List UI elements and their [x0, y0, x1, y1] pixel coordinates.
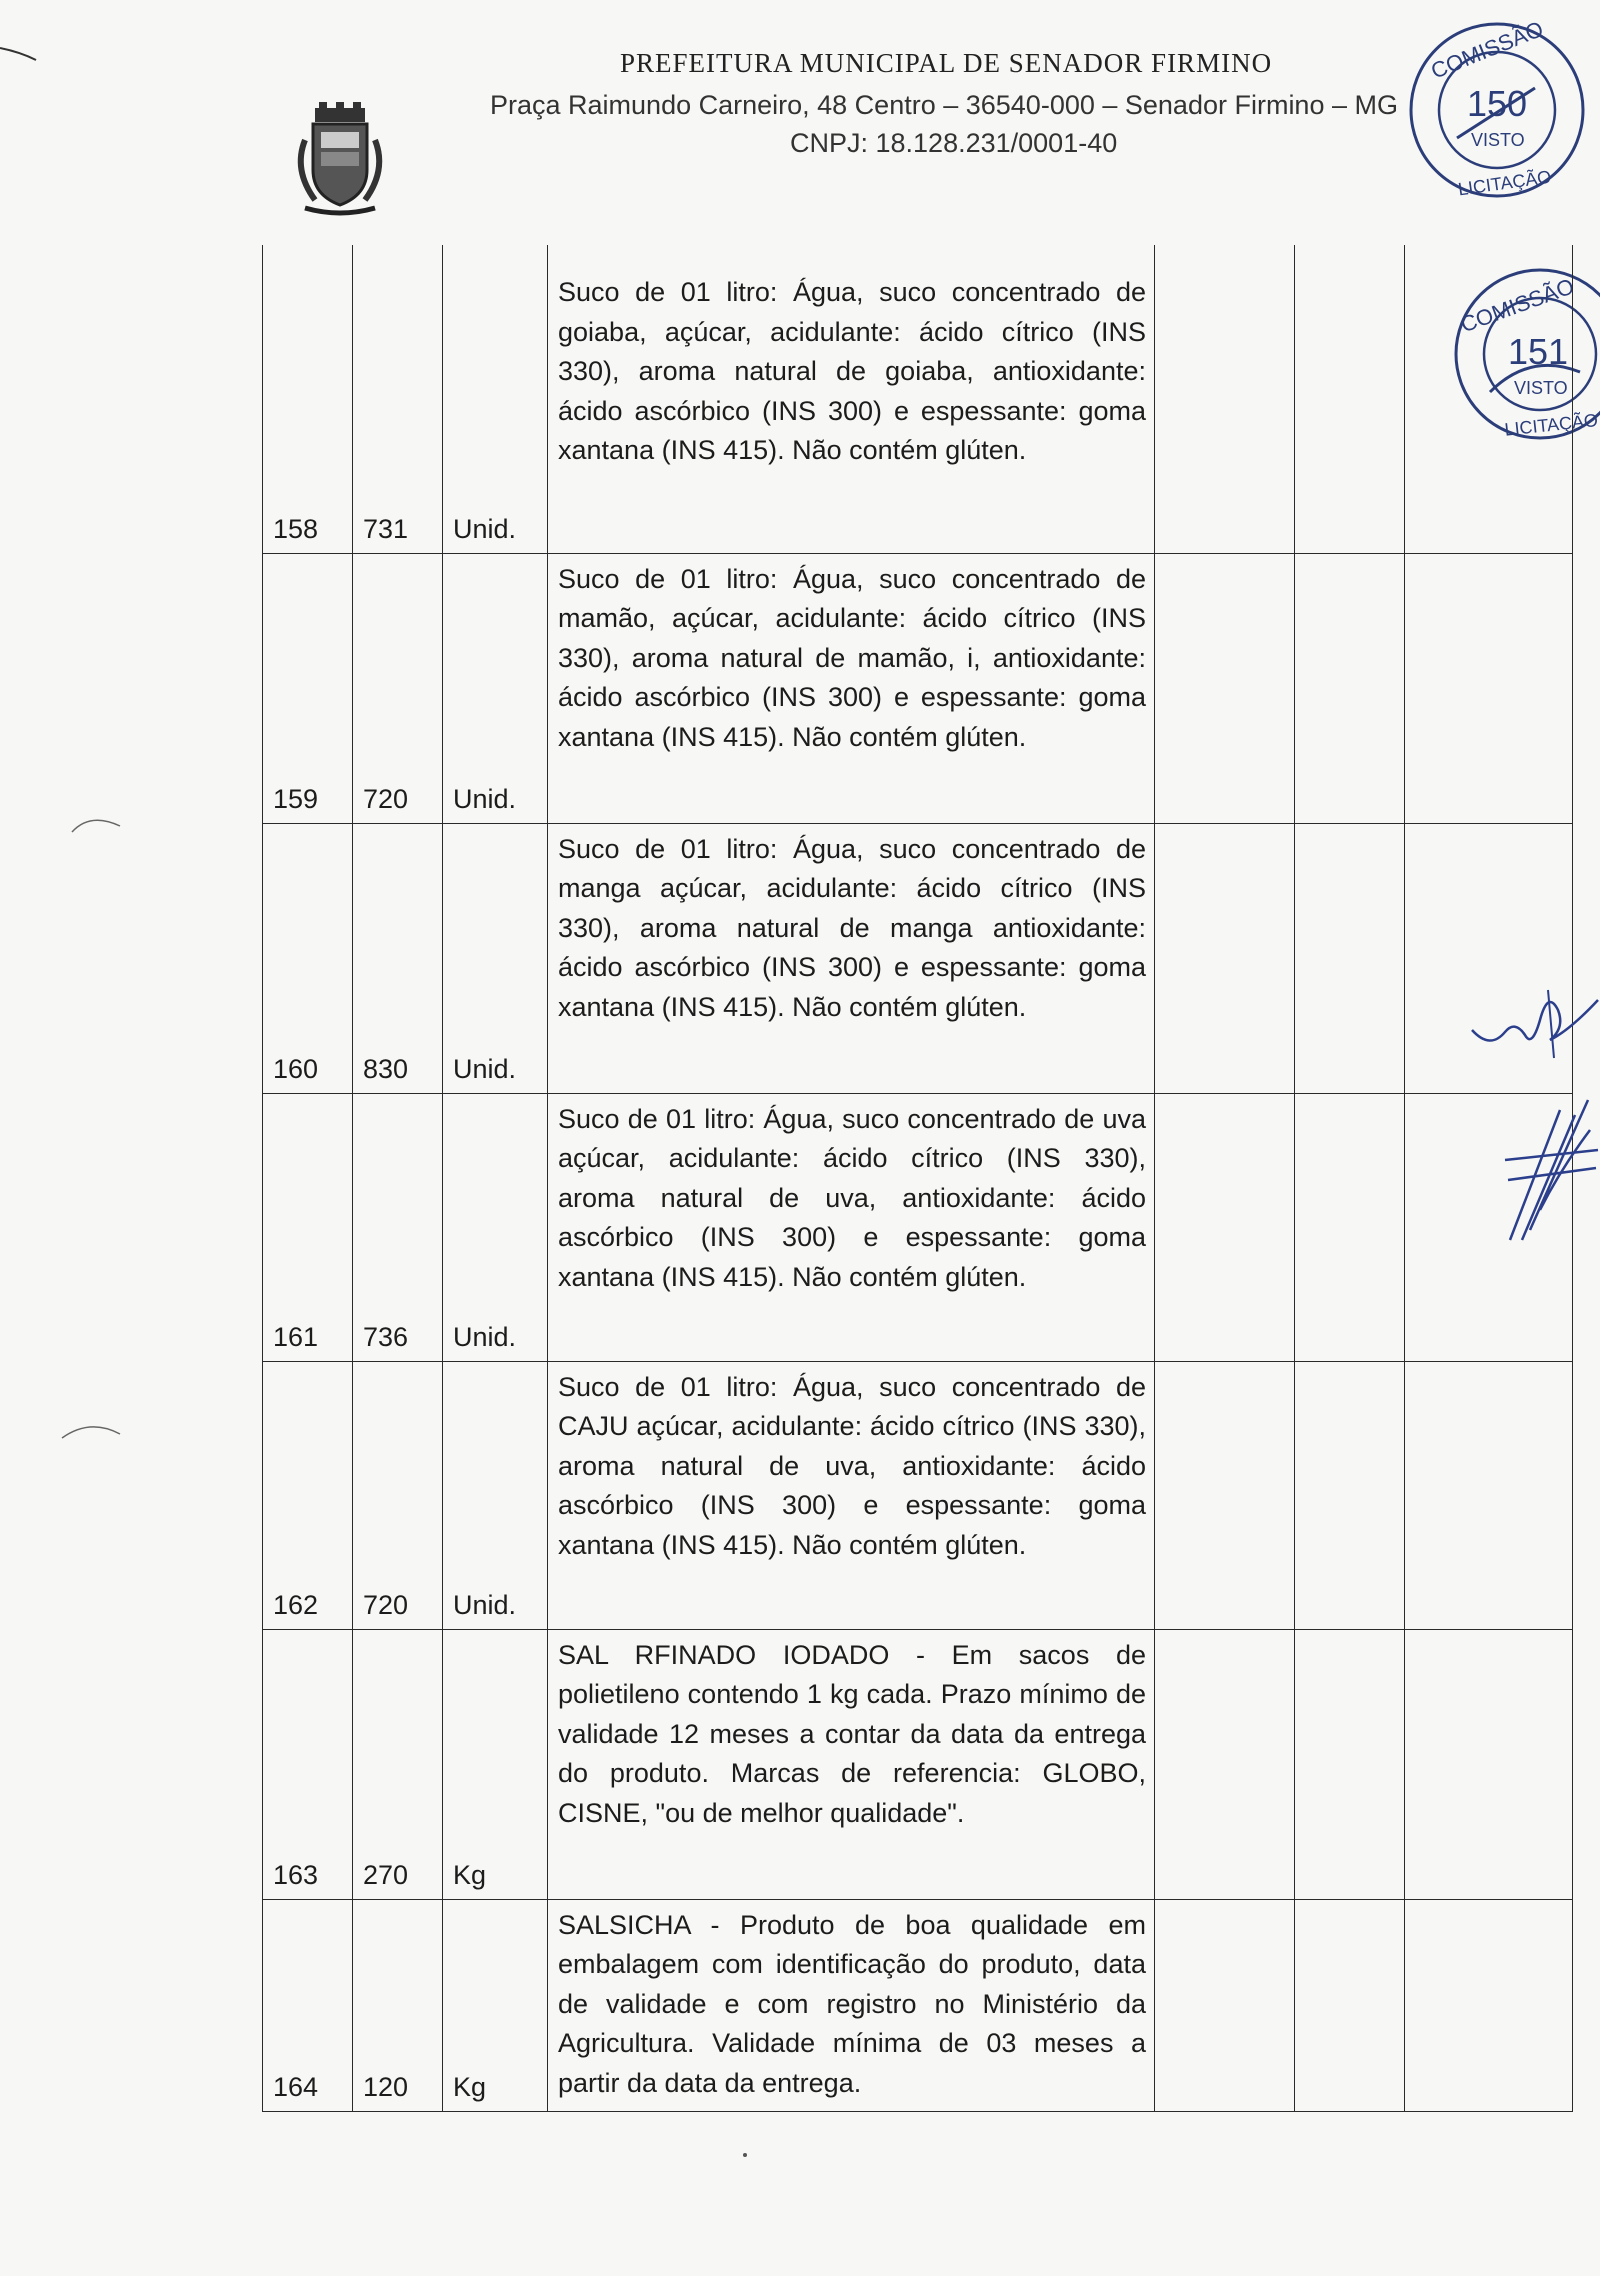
- item-description: Suco de 01 litro: Água, suco concentrado de goiaba, açúcar, acidulante: ácido cítrico (INS 330), aroma natural de goiaba, antioxidante: ácido ascórbico (INS 300) e espessante: goma xantana (INS 415). Não contém glúten.: [548, 245, 1155, 553]
- items-table-wrapper: [262, 245, 1572, 2112]
- items-table: [262, 245, 1573, 2112]
- empty-cell: [1155, 245, 1295, 553]
- stamp-side-number: 151: [1508, 331, 1569, 372]
- table-row: [263, 553, 1573, 823]
- item-quantity: 736: [353, 1093, 443, 1361]
- item-quantity: 720: [353, 553, 443, 823]
- table-row: [263, 823, 1573, 1093]
- empty-cell: [1155, 823, 1295, 1093]
- empty-cell: [1155, 1361, 1295, 1629]
- item-number: 161: [263, 1093, 353, 1361]
- table-row: [263, 1361, 1573, 1629]
- item-quantity: 731: [353, 245, 443, 553]
- comissao-stamp-top: [1405, 18, 1590, 203]
- signature-rubric: [1500, 1090, 1600, 1250]
- scan-mark: [60, 1418, 130, 1442]
- empty-cell: [1155, 1899, 1295, 2111]
- empty-cell: [1295, 1629, 1405, 1899]
- stamp-side-label: COMISSÃO: [1457, 273, 1578, 338]
- empty-cell: [1405, 553, 1573, 823]
- item-description: Suco de 01 litro: Água, suco concentrado de manga açúcar, acidulante: ácido cítrico (INS 330), aroma natural de manga antioxidante: ácido ascórbico (INS 300) e espessante: goma xantana (INS 415). Não contém glúten.: [548, 823, 1155, 1093]
- letterhead: [0, 0, 1600, 230]
- stamp-top-licitacao: LICITAÇÃO: [1456, 166, 1553, 200]
- item-unit: Kg: [443, 1899, 548, 2111]
- empty-cell: [1155, 1629, 1295, 1899]
- empty-cell: [1295, 553, 1405, 823]
- item-number: 160: [263, 823, 353, 1093]
- empty-cell: [1295, 1899, 1405, 2111]
- header-title: PREFEITURA MUNICIPAL DE SENADOR FIRMINO: [620, 48, 1273, 78]
- item-unit: Kg: [443, 1629, 548, 1899]
- municipal-crest-icon: [285, 100, 395, 220]
- header-cnpj: CNPJ: 18.128.231/0001-40: [790, 128, 1118, 158]
- stamp-top-label: COMISSÃO: [1427, 18, 1547, 84]
- stamp-top-visto: VISTO: [1471, 130, 1525, 150]
- empty-cell: [1295, 245, 1405, 553]
- empty-cell: [1295, 823, 1405, 1093]
- item-unit: Unid.: [443, 823, 548, 1093]
- item-description: SALSICHA - Produto de boa qualidade em embalagem com identificação do produto, data de validade e com registro no Ministério da Agricultura. Validade mínima de 03 meses a partir da data da entrega.: [548, 1899, 1155, 2111]
- item-number: 159: [263, 553, 353, 823]
- item-description: Suco de 01 litro: Água, suco concentrado de uva açúcar, acidulante: ácido cítrico (INS 330), aroma natural de uva, antioxidante: ácido ascórbico (INS 300) e espessante: goma xantana (INS 415). Não contém glúten.: [548, 1093, 1155, 1361]
- table-row: [263, 1899, 1573, 2111]
- pen-mark: [0, 40, 40, 70]
- item-number: 162: [263, 1361, 353, 1629]
- empty-cell: [1295, 1361, 1405, 1629]
- item-description: SAL RFINADO IODADO - Em sacos de polietileno contendo 1 kg cada. Prazo mínimo de validade 12 meses a contar da data da entrega do produto. Marcas de referencia: GLOBO, CISNE, "ou de melhor qualidade".: [548, 1629, 1155, 1899]
- empty-cell: [1155, 1093, 1295, 1361]
- empty-cell: [1295, 1093, 1405, 1361]
- item-quantity: 270: [353, 1629, 443, 1899]
- stamp-side-visto: VISTO: [1514, 378, 1568, 398]
- item-number: 158: [263, 245, 353, 553]
- item-quantity: 720: [353, 1361, 443, 1629]
- empty-cell: [1155, 553, 1295, 823]
- item-description: Suco de 01 litro: Água, suco concentrado de mamão, açúcar, acidulante: ácido cítrico (INS 330), aroma natural de mamão, i, antioxidante: ácido ascórbico (INS 300) e espessante: goma xantana (INS 415). Não contém glúten.: [548, 553, 1155, 823]
- item-unit: Unid.: [443, 1361, 548, 1629]
- empty-cell: [1405, 245, 1573, 553]
- item-unit: Unid.: [443, 245, 548, 553]
- item-description: Suco de 01 litro: Água, suco concentrado de CAJU açúcar, acidulante: ácido cítrico (INS 330), aroma natural de uva, antioxidante: ácido ascórbico (INS 300) e espessante: goma xantana (INS 415). Não contém glúten.: [548, 1361, 1155, 1629]
- empty-cell: [1405, 1899, 1573, 2111]
- stamp-top-number: 150: [1467, 83, 1528, 124]
- scan-mark: [70, 812, 130, 836]
- scan-speck: [740, 2150, 750, 2160]
- item-unit: Unid.: [443, 1093, 548, 1361]
- item-number: 164: [263, 1899, 353, 2111]
- table-row: [263, 245, 1573, 553]
- item-unit: Unid.: [443, 553, 548, 823]
- stamp-side-licitacao: LICITAÇÃO: [1503, 410, 1599, 440]
- empty-cell: [1405, 1361, 1573, 1629]
- item-quantity: 830: [353, 823, 443, 1093]
- item-quantity: 120: [353, 1899, 443, 2111]
- table-row: [263, 1093, 1573, 1361]
- signature-initials: [1470, 980, 1600, 1060]
- table-row: [263, 1629, 1573, 1899]
- item-number: 163: [263, 1629, 353, 1899]
- empty-cell: [1405, 1629, 1573, 1899]
- header-address: Praça Raimundo Carneiro, 48 Centro – 36540-000 – Senador Firmino – MG: [490, 90, 1398, 120]
